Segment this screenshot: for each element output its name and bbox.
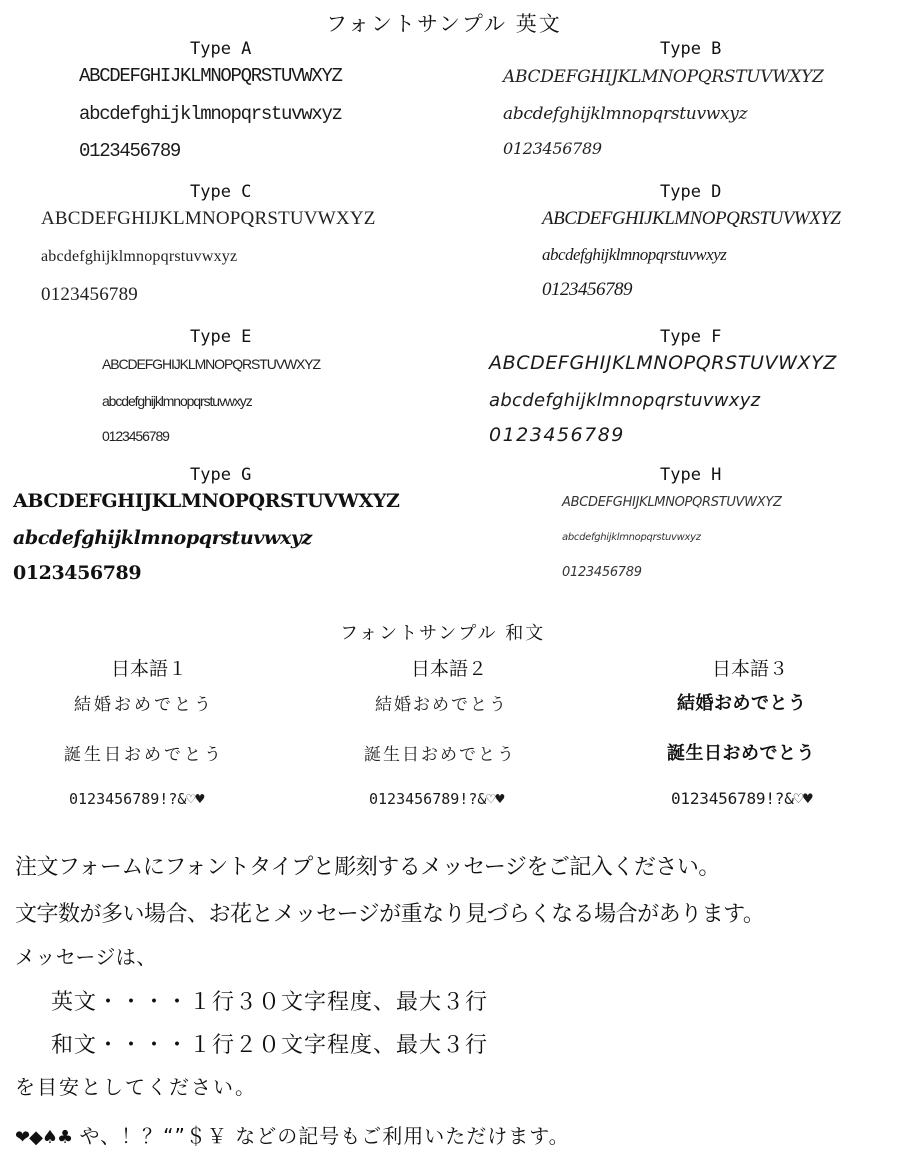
sample-uppercase: ABCDEFGHIJKLMNOPQRSTUVWXYZ: [41, 208, 376, 229]
symbols-note-line: [15, 1120, 570, 1149]
sample-lowercase: abcdefghijklmnopqrstuvwxyz: [79, 103, 342, 125]
sample-uppercase: ABCDEFGHIJKLMNOPQRSTUVWXYZ: [79, 65, 342, 87]
type-label: Type F: [660, 327, 722, 347]
sample-line-birthday: 誕生日おめでとう: [64, 745, 224, 765]
sample-line-birthday: 誕生日おめでとう: [667, 743, 815, 764]
english-limit-line: 英文・・・・１行３０文字程度、最大３行: [51, 990, 489, 1015]
sample-line-birthday: 誕生日おめでとう: [364, 745, 516, 765]
sample-line-symbols: 0123456789!?&♡♥: [369, 790, 505, 808]
sample-digits: 0123456789: [542, 279, 632, 300]
sample-digits: 0123456789: [562, 565, 642, 580]
sample-lowercase: abcdefghijklmnopqrstuvwxyz: [562, 532, 701, 543]
type-label: 日本語３: [712, 658, 789, 680]
card-suit-symbols-icon: ❤◆♠♣: [15, 1127, 73, 1148]
sample-digits: 0123456789: [489, 424, 625, 446]
type-label: 日本語２: [411, 658, 488, 680]
english-section-title: フォントサンプル 英文: [326, 12, 562, 36]
type-label: Type H: [660, 465, 722, 485]
sample-digits: 0123456789: [503, 139, 602, 158]
sample-uppercase: ABCDEFGHIJKLMNOPQRSTUVWXYZ: [503, 67, 824, 87]
instruction-line: メッセージは、: [15, 945, 157, 969]
sample-lowercase: abcdefghijklmnopqrstuvwxyz: [489, 390, 761, 411]
sample-uppercase: ABCDEFGHIJKLMNOPQRSTUVWXYZ: [542, 208, 841, 229]
sample-uppercase: ABCDEFGHIJKLMNOPQRSTUVWXYZ: [562, 495, 782, 510]
sample-line-wedding: 結婚おめでとう: [677, 693, 807, 714]
sample-digits: 0123456789: [79, 140, 181, 162]
sample-line-symbols: 0123456789!?&♡♥: [671, 789, 813, 808]
type-label: Type G: [190, 465, 252, 485]
type-label: Type C: [190, 182, 252, 202]
type-label: Type D: [660, 182, 722, 202]
sample-uppercase: ABCDEFGHIJKLMNOPQRSTUVWXYZ: [13, 490, 400, 512]
instruction-line: 注文フォームにフォントタイプと彫刻するメッセージをご記入ください。: [15, 855, 720, 880]
sample-uppercase: ABCDEFGHIJKLMNOPQRSTUVWXYZ: [489, 352, 837, 374]
sample-lowercase: abcdefghijklmnopqrstuvwxyz: [41, 248, 238, 265]
sample-lowercase: abcdefghijklmnopqrstuvwxyz: [542, 245, 727, 264]
sample-lowercase: abcdefghijklmnopqrstuvwxyz: [102, 393, 252, 409]
type-label: Type A: [190, 39, 252, 59]
type-label: 日本語１: [111, 658, 188, 680]
japanese-section-title: フォントサンプル 和文: [340, 623, 546, 644]
sample-lowercase: abcdefghijklmnopqrstuvwxyz: [503, 104, 748, 124]
sample-line-symbols: 0123456789!?&♡♥: [69, 790, 205, 808]
japanese-limit-line: 和文・・・・１行２０文字程度、最大３行: [51, 1033, 489, 1058]
sample-uppercase: ABCDEFGHIJKLMNOPQRSTUVWXYZ: [102, 356, 320, 372]
instruction-line: を目安としてください。: [15, 1075, 257, 1099]
type-label: Type E: [190, 327, 252, 347]
sample-lowercase: abcdefghijklmnopqrstuvwxyz: [13, 527, 312, 549]
sample-line-wedding: 結婚おめでとう: [74, 695, 214, 715]
instruction-line: 文字数が多い場合、お花とメッセージが重なり見づらくなる場合があります。: [15, 902, 765, 927]
sample-line-wedding: 結婚おめでとう: [375, 695, 508, 715]
sample-digits: 0123456789: [13, 562, 142, 584]
sample-digits: 0123456789: [102, 428, 169, 444]
type-label: Type B: [660, 39, 722, 59]
symbols-note-text: や、！？“”＄￥ などの記号もご利用いただけます。: [72, 1124, 570, 1148]
sample-digits: 0123456789: [41, 284, 138, 305]
